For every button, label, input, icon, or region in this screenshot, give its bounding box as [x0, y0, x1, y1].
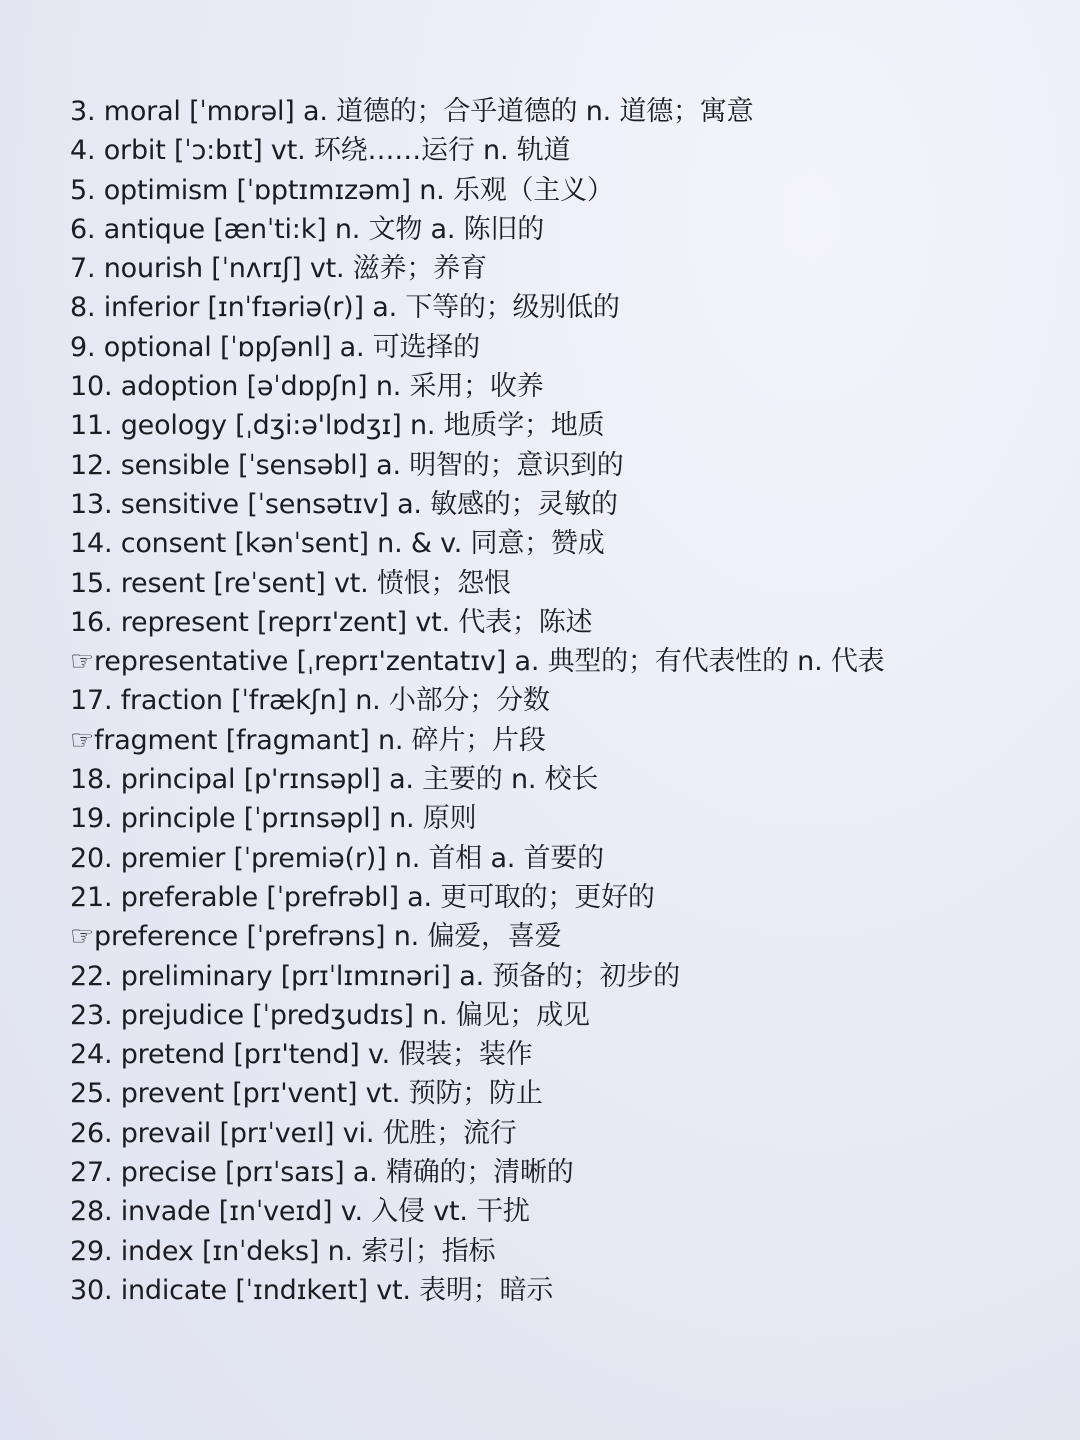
vocab-entry-orbit: 4. orbit [ˈɔ:bɪt] vt. 环绕……运行 n. 轨道 [70, 135, 571, 167]
vocab-entry-sensible: 12. sensible [ˈsensəbl] a. 明智的；意识到的 [70, 449, 624, 481]
vocab-entry-pretend: 24. pretend [prɪ'tend] v. 假装；装作 [70, 1039, 533, 1071]
vocab-entry-premier: 20. premier [ˈpremiə(r)] n. 首相 a. 首要的 [70, 842, 604, 874]
vocab-entry-preliminary: 22. preliminary [prɪˈlɪmɪnəri] a. 预备的；初步的 [70, 960, 680, 992]
vocab-entry-inferior: 8. inferior [ɪnˈfɪəriə(r)] a. 下等的；级别低的 [70, 292, 620, 324]
vocab-entry-prejudice: 23. prejudice [ˈpredʒudɪs] n. 偏见；成见 [70, 999, 590, 1031]
vocab-entry-represent: 16. represent [reprɪ'zent] vt. 代表；陈述 [70, 606, 593, 638]
vocab-entry-prevail: 26. prevail [prɪˈveɪl] vi. 优胜；流行 [70, 1117, 517, 1149]
vocab-entry-consent: 14. consent [kənˈsent] n. & v. 同意；赞成 [70, 528, 605, 560]
vocab-entry-adoption: 10. adoption [əˈdɒpʃn] n. 采用；收养 [70, 371, 544, 403]
vocab-entry-optional: 9. optional [ˈɒpʃənl] a. 可选择的 [70, 331, 480, 363]
vocab-entry-preferable: 21. preferable [ˈprefrəbl] a. 更可取的；更好的 [70, 881, 655, 913]
vocab-entry-principal: 18. principal [p'rɪnsəpl] a. 主要的 n. 校长 [70, 764, 599, 796]
vocabulary-list [70, 92, 884, 1310]
vocab-entry-nourish: 7. nourish [ˈnʌrɪʃ] vt. 滋养；养育 [70, 253, 487, 285]
vocab-entry-principle: 19. principle [ˈprɪnsəpl] n. 原则 [70, 803, 477, 835]
vocab-entry-indicate: 30. indicate [ˈɪndɪkeɪt] vt. 表明；暗示 [70, 1274, 554, 1306]
vocab-entry-optimism: 5. optimism [ˈɒptɪmɪzəm] n. 乐观（主义） [70, 174, 614, 206]
vocab-entry-geology: 11. geology [ˌdʒi:ə'lɒdʒɪ] n. 地质学；地质 [70, 410, 605, 442]
vocab-entry-sensitive: 13. sensitive [ˈsensətɪv] a. 敏感的；灵敏的 [70, 488, 618, 520]
vocab-entry-resent: 15. resent [reˈsent] vt. 愤恨；怨恨 [70, 567, 511, 599]
vocab-entry-index: 29. index [ɪnˈdeks] n. 索引；指标 [70, 1235, 496, 1267]
vocab-entry-prevent: 25. prevent [prɪ'vent] vt. 预防；防止 [70, 1078, 543, 1110]
vocab-entry-moral: 3. moral [ˈmɒrəl] a. 道德的；合乎道德的 n. 道德；寓意 [70, 96, 754, 127]
vocab-entry-invade: 28. invade [ɪnˈveɪd] v. 入侵 vt. 干扰 [70, 1196, 530, 1228]
vocab-entry-precise: 27. precise [prɪˈsaɪs] a. 精确的；清晰的 [70, 1157, 574, 1189]
vocab-entry-fraction: 17. fraction [ˈfrækʃn] n. 小部分；分数 [70, 685, 550, 717]
vocab-entry-preference: ☞preference [ˈprefrəns] n. 偏爱，喜爱 [70, 921, 562, 953]
vocab-entry-representative: ☞representative [ˌreprɪ'zentatɪv] a. 典型的；有代表性的 n. 代表 [70, 646, 885, 678]
vocab-entry-fragment: ☞fragment [fragmant] n. 碎片；片段 [70, 724, 546, 756]
vocab-entry-antique: 6. antique [ænˈti:k] n. 文物 a. 陈旧的 [70, 213, 545, 245]
